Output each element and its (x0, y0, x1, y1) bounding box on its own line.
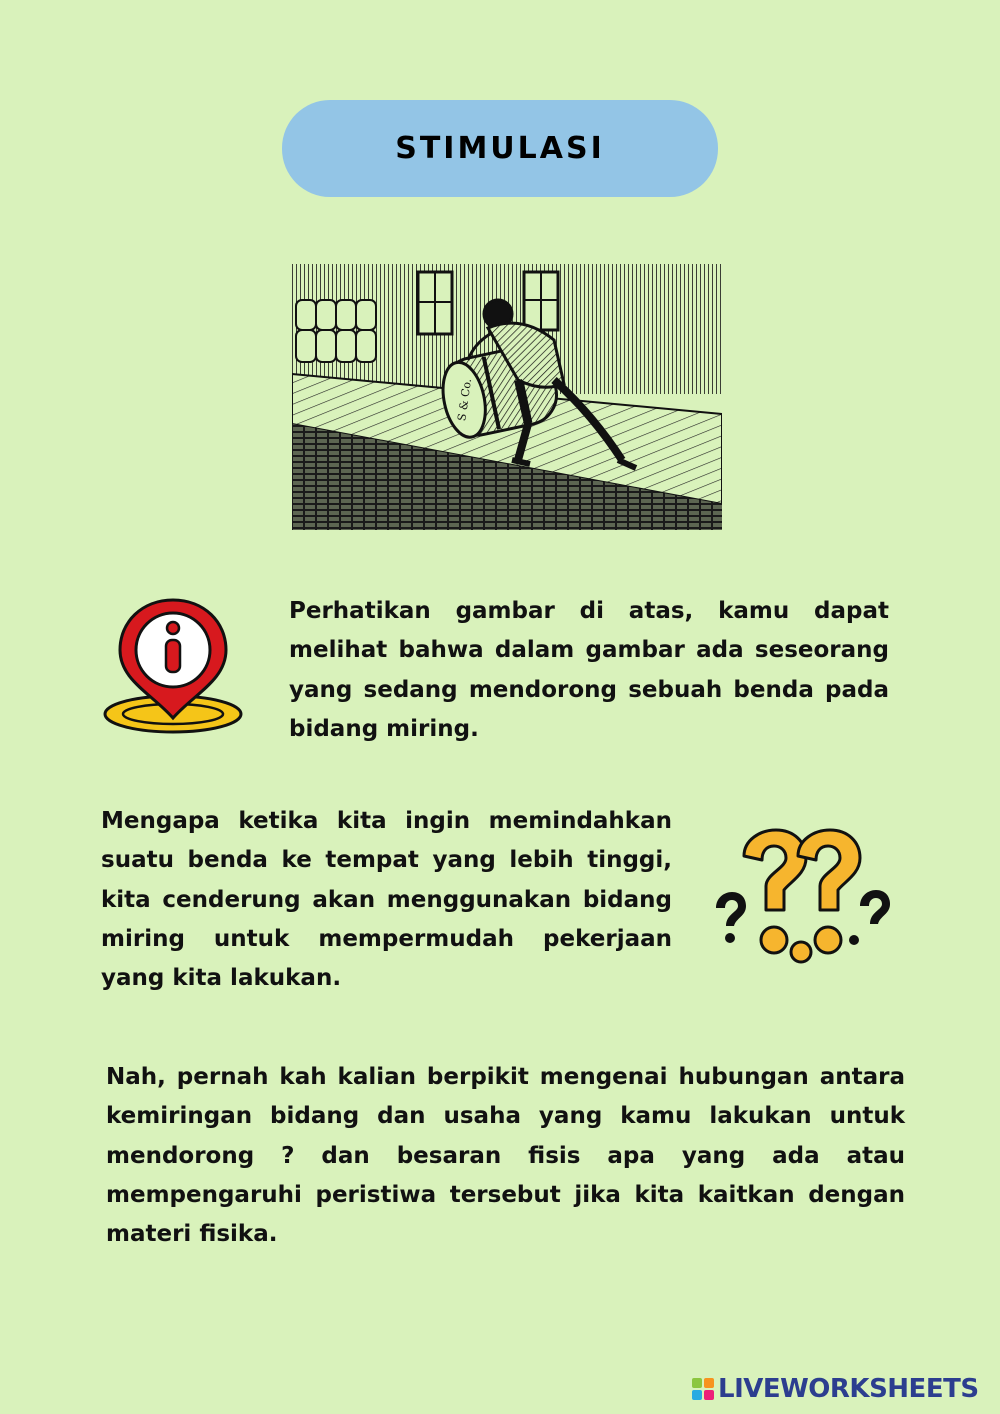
barrel-label: S & Co. (455, 377, 475, 422)
info-location-pin-icon (102, 596, 244, 736)
page-title: STIMULASI (395, 131, 605, 166)
liveworksheets-logo (692, 1372, 992, 1406)
info-paragraph: Perhatikan gambar di atas, kamu dapat melihat bahwa dalam gambar ada seseorang yang sedang mendorong sebuah benda pada bidang miring. (289, 598, 889, 742)
title-banner (282, 100, 718, 197)
question-paragraph: Mengapa ketika kita ingin memindahkan suatu benda ke tempat yang lebih tinggi, kita cenderung akan menggunakan bidang miring untuk mempermudah pekerjaan yang kita lakukan. (101, 808, 672, 992)
question-marks-icon (714, 828, 892, 968)
man-pushing-barrel-illustration (292, 264, 722, 530)
brand-name: LIVEWORKSHEETS (718, 1374, 979, 1404)
liveworksheets-mark-icon (692, 1378, 714, 1400)
closing-paragraph: Nah, pernah kah kalian berpikit mengenai hubungan antara kemiringan bidang dan usaha yang kamu lakukan untuk mendorong ? dan besaran fisis apa yang ada atau mempengaruhi peristiwa tersebut jika kita kaitkan dengan materi fisika. (106, 1064, 905, 1248)
